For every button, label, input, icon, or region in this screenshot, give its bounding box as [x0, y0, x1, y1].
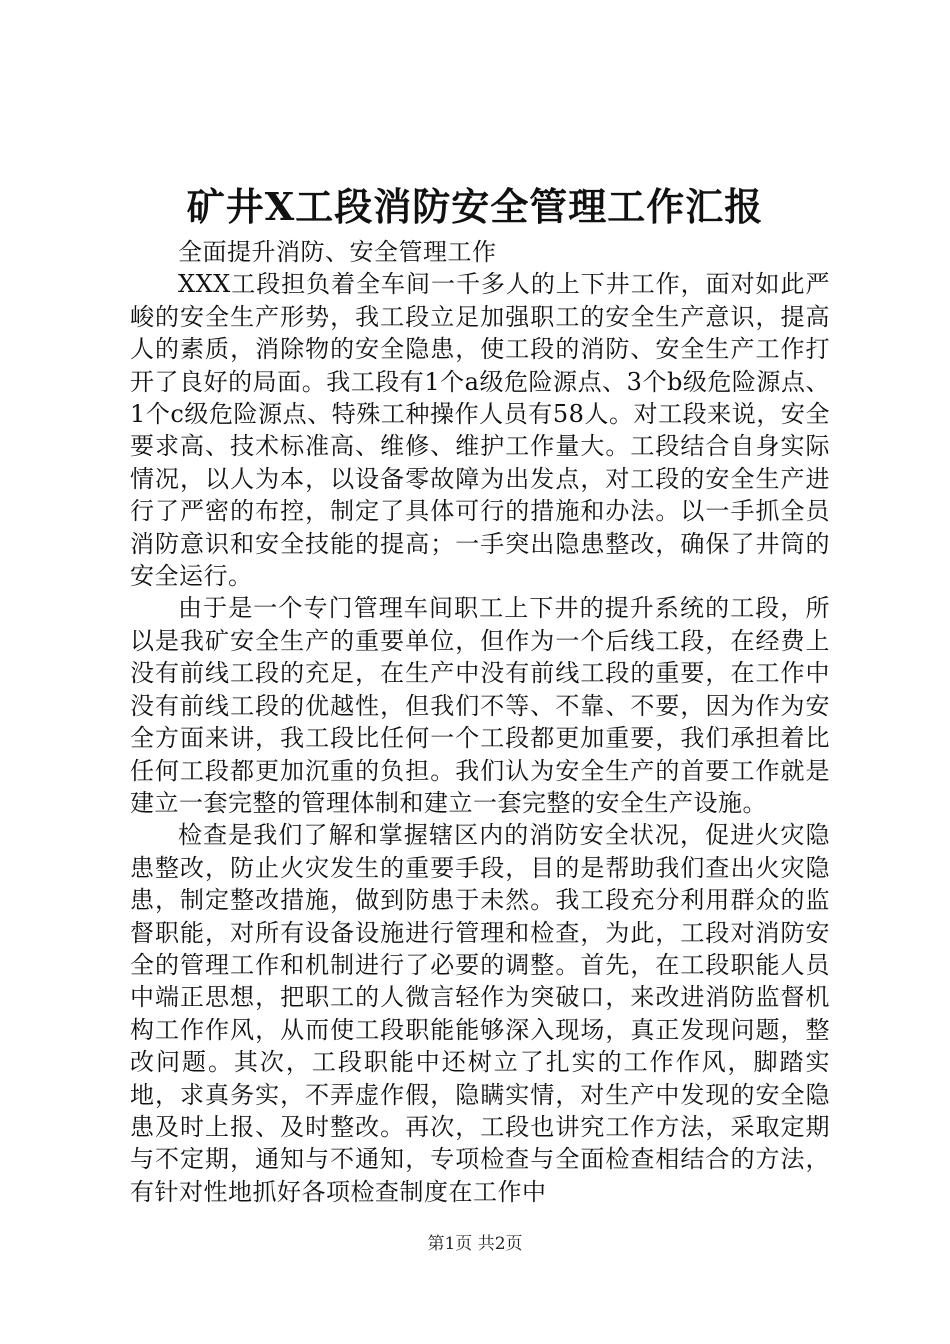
paragraph: 由于是一个专门管理车间职工上下井的提升系统的工段，所以是我矿安全生产的重要单位，但作为一个后线工段，在经费上没有前线工段的充足，在生产中没有前线工段的重要，在工作中没有前线工段的优越性，但我们不等、不靠、不要，因为作为安全方面来讲，我工段比任何一个工段都更加重要，我们承担着比任何工段都更加沉重的负担。我们认为安全生产的首要工作就是建立一套完整的管理体制和建立一套完整的安全生产设施。: [130, 594, 830, 817]
paragraph: 检查是我们了解和掌握辖区内的消防安全状况，促进火灾隐患整改，防止火灾发生的重要手段，目的是帮助我们查出火灾隐患，制定整改措施，做到防患于未然。我工段充分利用群众的监督职能，对所有设备设施进行管理和检查，为此，工段对消防安全的管理工作和机制进行了必要的调整。首先，在工段职能人员中端正思想，把职工的人微言轻作为突破口，来改进消防监督机构工作作风，从而使工段职能能够深入现场，真正发现问题，整改问题。其次，工段职能中还树立了扎实的工作作风，脚踏实地，求真务实，不弄虚作假，隐瞒实情，对生产中发现的安全隐患及时上报、及时整改。再次，工段也讲究工作方法，采取定期与不定期，通知与不通知，专项检查与全面检查相结合的方法，有针对性地抓好各项检查制度在工作中: [130, 821, 830, 1206]
paragraph: XXX工段担负着全车间一千多人的上下井工作，面对如此严峻的安全生产形势，我工段立足加强职工的安全生产意识，提高人的素质，消除物的安全隐患，使工段的消防、安全生产工作打开了良好的局面。我工段有1个a级危险源点、3个b级危险源点、1个c级危险源点、特殊工种操作人员有58人。对工段来说，安全要求高、技术标准高、维修、维护工作量大。工段结合自身实际情况，以人为本，以设备零故障为出发点，对工段的安全生产进行了严密的布控，制定了具体可行的措施和办法。以一手抓全员消防意识和安全技能的提高；一手突出隐患整改，确保了井筒的安全运行。: [130, 270, 830, 591]
page-total: 共2页: [477, 1234, 523, 1254]
document-title: 矿井X工段消防安全管理工作汇报: [186, 184, 764, 229]
paragraph-subheading: 全面提升消防、安全管理工作: [178, 238, 497, 266]
page-footer: [0, 1232, 950, 1256]
page-number: 第1页: [427, 1234, 473, 1254]
document-body: [130, 236, 830, 1208]
